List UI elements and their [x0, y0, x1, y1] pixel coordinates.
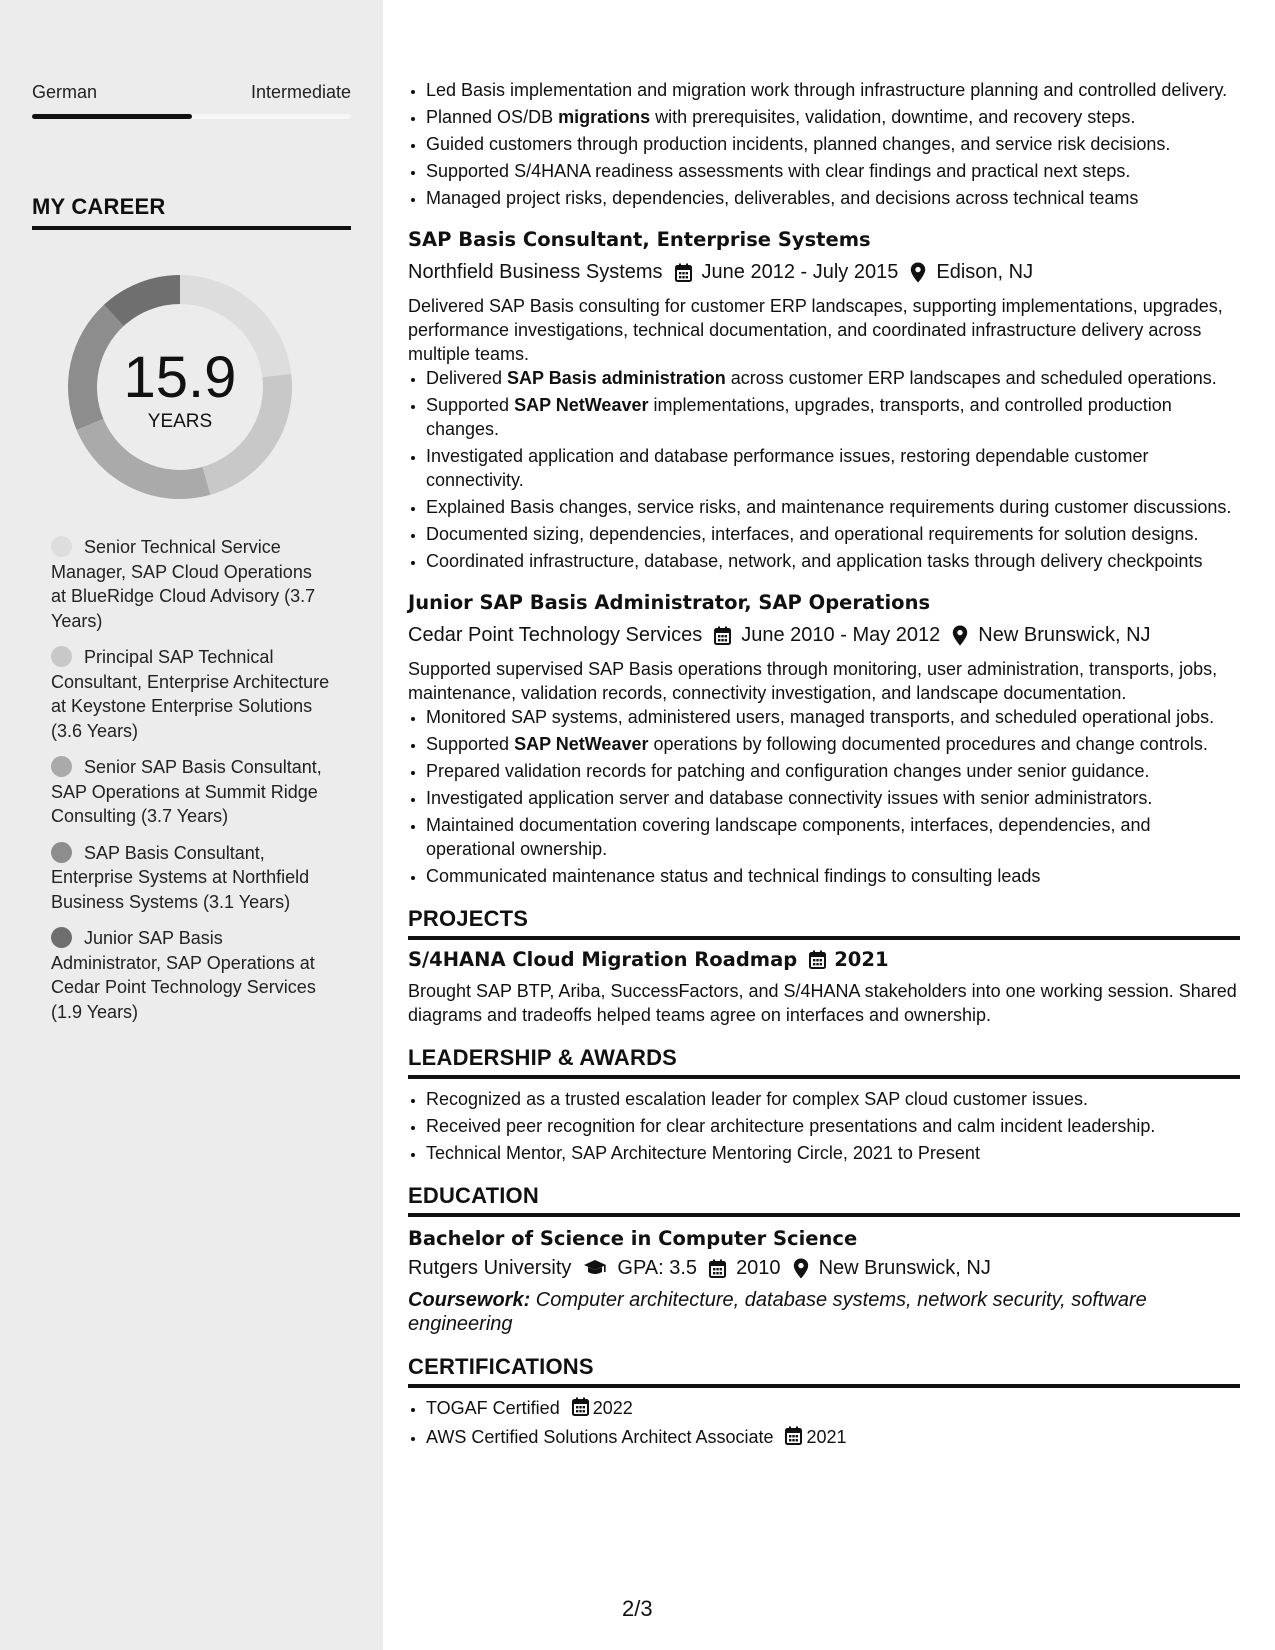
bullet-item: [426, 549, 1240, 573]
project-year: 2021: [834, 948, 889, 971]
project-title-row: [408, 948, 1240, 971]
calendar-icon: [714, 626, 731, 645]
bullet-item: [426, 759, 1240, 783]
certification-year: 2021: [806, 1427, 847, 1447]
career-legend-dot: [51, 646, 72, 667]
job-location: New Brunswick, NJ: [978, 624, 1151, 646]
bullet-text: Managed project risks, dependencies, deliverables, and decisions across technical teams: [426, 188, 1139, 208]
map-pin-icon: [793, 1258, 809, 1279]
bullet-text: Maintained documentation covering landscape components, interfaces, dependencies, and operational ownership.: [426, 815, 1151, 859]
career-item-text: Senior Technical Service Manager, SAP Cloud Operations at BlueRidge Cloud Advisory (3.7 Years): [51, 537, 316, 631]
career-legend-dot: [51, 536, 72, 557]
career-heading: MY CAREER: [32, 194, 351, 230]
job-bullet-list: [408, 705, 1240, 888]
language-proficiency-bar: [32, 114, 351, 119]
bullet-text: Guided customers through production incidents, planned changes, and service risk decisions.: [426, 134, 1171, 154]
bullet-text-tail: across customer ERP landscapes and scheduled operations.: [725, 368, 1217, 388]
career-list: [51, 535, 331, 1036]
page-number: 2/3: [622, 1596, 653, 1621]
bullet-bold-text: migrations: [558, 107, 651, 127]
coursework: [408, 1288, 1240, 1336]
top-bullet-list: [408, 78, 1240, 210]
language-level: Intermediate: [250, 82, 351, 102]
bullet-text: Investigated application server and database connectivity issues with senior administrators.: [426, 788, 1153, 808]
bullet-text: Supported: [426, 395, 515, 415]
bullet-item: [426, 705, 1240, 729]
bullet-text: Documented sizing, dependencies, interfaces, and operational requirements for solution designs.: [426, 524, 1199, 544]
certification-item: [426, 1425, 1240, 1451]
bullet-item: [426, 78, 1240, 102]
donut-segment: [68, 305, 124, 430]
job-meta: [408, 621, 1240, 649]
bullet-item: [426, 522, 1240, 546]
career-item: [51, 841, 331, 915]
job-dates: June 2012 - July 2015: [701, 261, 899, 283]
job-meta: [408, 258, 1240, 286]
job-description: Supported supervised SAP Basis operations through monitoring, user administration, transports, jobs, maintenance, validation records, connectivity investigation, and landscape documentation.: [408, 659, 1218, 703]
career-legend-dot: [51, 927, 72, 948]
career-item: [51, 926, 331, 1024]
career-item: [51, 535, 331, 633]
bullet-item: [426, 393, 1240, 441]
job-description: Delivered SAP Basis consulting for customer ERP landscapes, supporting implementations, upgrades, performance investigations, technical documentation, and coordinated infrastructure delivery across multiple teams.: [408, 296, 1223, 364]
leadership-item: • Recognized as a trusted escalation leader for complex SAP cloud customer issues.: [426, 1087, 1240, 1111]
language-row: [32, 82, 351, 103]
bullet-text: Planned OS/DB: [426, 107, 559, 127]
job-title: Junior SAP Basis Administrator, SAP Operations: [408, 591, 931, 614]
job-title: SAP Basis Consultant, Enterprise Systems: [408, 228, 871, 251]
leadership-heading: LEADERSHIP & AWARDS: [408, 1045, 1240, 1079]
bullet-text: Coordinated infrastructure, database, network, and application tasks through delivery checkpoints: [426, 551, 1203, 571]
coursework-text: Computer architecture, database systems, network security, software engineering: [408, 1289, 1147, 1335]
certification-name: AWS Certified Solutions Architect Associate: [426, 1427, 774, 1447]
bullet-text: Supported: [426, 734, 515, 754]
job-location: Edison, NJ: [936, 261, 1034, 283]
job-dates: June 2010 - May 2012: [741, 624, 941, 646]
bullet-text: Explained Basis changes, service risks, and maintenance requirements during customer discussions.: [426, 497, 1232, 517]
bullet-text: Delivered: [426, 368, 508, 388]
bullet-item: [426, 366, 1240, 390]
certification-name: TOGAF Certified: [426, 1398, 560, 1418]
main-content: [408, 0, 1240, 1650]
education-school: Rutgers University: [408, 1257, 572, 1279]
leadership-item: • Received peer recognition for clear architecture presentations and calm incident leadership.: [426, 1114, 1240, 1138]
bullet-item: [426, 132, 1240, 156]
career-item-text: SAP Basis Consultant, Enterprise Systems at Northfield Business Systems (3.1 Years): [51, 842, 310, 912]
bullet-item: [426, 159, 1240, 183]
calendar-icon: [572, 1397, 589, 1422]
bullet-text: Investigated application and database performance issues, restoring dependable customer connectivity.: [426, 446, 1149, 490]
bullet-item: [426, 105, 1240, 129]
bullet-item: [426, 444, 1240, 492]
bullet-item: [426, 186, 1240, 210]
calendar-icon: [785, 1426, 802, 1451]
career-item-text: Senior SAP Basis Consultant, SAP Operations at Summit Ridge Consulting (3.7 Years): [51, 757, 322, 826]
job-company: Cedar Point Technology Services: [408, 624, 703, 646]
calendar-icon: [809, 950, 826, 969]
job-entry: [408, 589, 1240, 888]
language-name: German: [32, 82, 98, 102]
bullet-text-tail: with prerequisites, validation, downtime, and recovery steps.: [650, 107, 1136, 127]
bullet-text: Prepared validation records for patching and configuration changes under senior guidance.: [426, 761, 1150, 781]
bullet-item: [426, 813, 1240, 861]
bullet-text-tail: implementations, upgrades, transports, and controlled production changes.: [426, 395, 1172, 439]
graduation-cap-icon: [583, 1259, 607, 1277]
bullet-text: Led Basis implementation and migration work through infrastructure planning and controlled delivery.: [426, 80, 1228, 100]
certifications-list: [408, 1396, 1240, 1451]
education-year: 2010: [736, 1257, 781, 1279]
career-item-text: Junior SAP Basis Administrator, SAP Operations at Cedar Point Technology Services (1.9 Years): [51, 928, 316, 1022]
education-gpa: GPA: 3.5: [617, 1257, 698, 1279]
map-pin-icon: [952, 625, 968, 646]
career-item-text: Principal SAP Technical Consultant, Enterprise Architecture at Keystone Enterprise Solutions (3.6 Years): [51, 647, 330, 741]
career-legend-dot: [51, 842, 72, 863]
leadership-item: • Technical Mentor, SAP Architecture Mentoring Circle, 2021 to Present: [426, 1141, 1240, 1165]
bullet-item: [426, 864, 1240, 888]
project-description: Brought SAP BTP, Ariba, SuccessFactors, and S/4HANA stakeholders into one working session. Shared diagrams and tradeoffs helped teams agree on interfaces and ownership.: [408, 981, 1237, 1025]
job-bullet-list: [408, 366, 1240, 573]
education-location: New Brunswick, NJ: [818, 1257, 991, 1279]
career-donut-chart: [65, 272, 295, 502]
career-item: [51, 755, 331, 829]
bullet-text: Monitored SAP systems, administered users, managed transports, and scheduled operational jobs.: [426, 707, 1215, 727]
bullet-bold-text: SAP Basis administration: [507, 368, 726, 388]
sidebar: [0, 0, 383, 1650]
career-item: [51, 645, 331, 743]
certification-year: 2022: [592, 1398, 633, 1418]
bullet-item: [426, 495, 1240, 519]
education-meta: [408, 1254, 1240, 1282]
language-proficiency-fill: [32, 114, 192, 119]
education-heading: EDUCATION: [408, 1183, 1240, 1217]
coursework-label: Coursework:: [408, 1289, 531, 1311]
project-title: S/4HANA Cloud Migration Roadmap: [408, 948, 798, 971]
bullet-item: [426, 732, 1240, 756]
certifications-heading: CERTIFICATIONS: [408, 1354, 1240, 1388]
job-company: Northfield Business Systems: [408, 261, 663, 283]
bullet-item: [426, 786, 1240, 810]
career-legend-dot: [51, 756, 72, 777]
calendar-icon: [709, 1259, 726, 1278]
education-degree: Bachelor of Science in Computer Science: [408, 1227, 858, 1250]
total-years-unit: YEARS: [147, 411, 213, 432]
calendar-icon: [675, 263, 692, 282]
leadership-list: [408, 1087, 1240, 1165]
certification-item: [426, 1396, 1240, 1422]
job-entry: [408, 226, 1240, 573]
map-pin-icon: [910, 262, 926, 283]
job-list: [408, 226, 1240, 888]
bullet-bold-text: SAP NetWeaver: [514, 395, 649, 415]
bullet-bold-text: SAP NetWeaver: [514, 734, 649, 754]
bullet-text: Communicated maintenance status and technical findings to consulting leads: [426, 866, 1041, 886]
projects-heading: PROJECTS: [408, 906, 1240, 940]
bullet-text-tail: operations by following documented procedures and change controls.: [648, 734, 1208, 754]
bullet-text: Supported S/4HANA readiness assessments with clear findings and practical next steps.: [426, 161, 1131, 181]
total-years-value: 15.9: [123, 345, 237, 410]
